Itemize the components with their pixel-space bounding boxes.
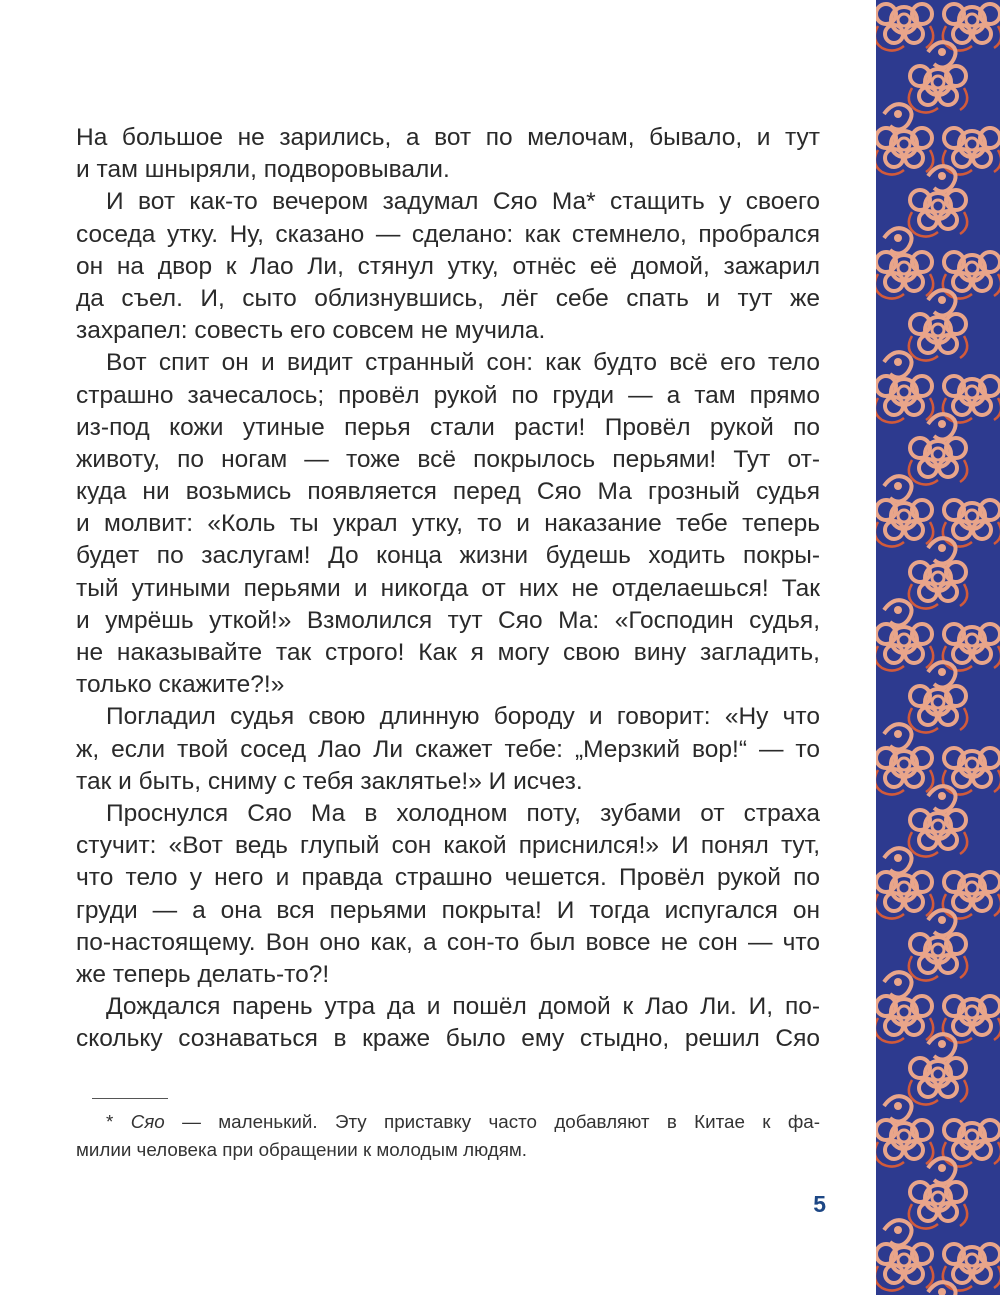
swirl-motif <box>928 910 956 935</box>
text-line: страшно зачесалось; провёл рукой по груди — а там прямо <box>76 381 820 409</box>
cloud-motif <box>909 66 967 113</box>
swirl-motif <box>884 352 912 377</box>
text-line: из-под кожи утиные перья стали расти! Провёл рукой по <box>76 413 820 441</box>
swirl-motif <box>884 104 912 129</box>
cloud-pattern-border <box>876 0 1000 1295</box>
text-line: ж, если твой сосед Лао Ли скажет тебе: „Мерзкий вор!“ — то <box>76 735 820 763</box>
cloud-motif <box>876 748 933 795</box>
text-line: же теперь делать-то?! <box>76 960 330 988</box>
footnote <box>76 1108 820 1164</box>
cloud-motif <box>909 190 967 237</box>
cloud-motif <box>876 624 933 671</box>
cloud-motif <box>909 810 967 857</box>
text-line: куда ни возьмись появляется перед Сяо Ма грозный судья <box>76 478 820 506</box>
swirl-motif <box>884 1096 912 1121</box>
text-line: Погладил судья свою длинную бороду и говорит: «Ну что <box>106 703 820 731</box>
cloud-motif <box>876 252 933 299</box>
cloud-motif <box>876 1120 933 1167</box>
swirl-motif <box>884 1220 912 1245</box>
cloud-motif <box>876 376 933 423</box>
cloud-motif <box>909 314 967 361</box>
footnote-line <box>76 1108 820 1136</box>
cloud-motif <box>876 128 933 175</box>
page-number: 5 <box>813 1191 826 1217</box>
swirl-motif <box>884 600 912 625</box>
swirl-motif <box>928 1034 956 1059</box>
cloud-motif <box>909 1058 967 1105</box>
swirl-motif <box>928 1158 956 1183</box>
text-line: будет по заслугам! До конца жизни будешь ходить покры- <box>76 542 820 570</box>
text-line: Проснулся Сяо Ма в холодном поту, зубами от страха <box>106 799 820 827</box>
cloud-motif <box>876 872 933 919</box>
swirl-motif <box>884 848 912 873</box>
swirl-motif <box>884 476 912 501</box>
swirl-motif <box>884 724 912 749</box>
swirl-motif <box>928 538 956 563</box>
text-line: Вот спит он и видит странный сон: как будто всё его тело <box>106 349 820 377</box>
cloud-motif <box>909 934 967 981</box>
cloud-motif <box>909 438 967 485</box>
text-line: На большое не зарились, а вот по мелочам, бывало, и тут <box>76 124 820 151</box>
cloud-motif <box>909 1182 967 1229</box>
swirl-motif <box>928 786 956 811</box>
text-line: и умрёшь уткой!» Взмолился тут Сяо Ма: «Господин судья, <box>76 606 820 634</box>
swirl-motif <box>928 414 956 439</box>
text-line: не наказывайте так строго! Как я могу свою вину загладить, <box>76 639 820 666</box>
cloud-motif <box>876 996 933 1043</box>
footnote-marker: * <box>106 1111 131 1132</box>
swirl-motif <box>884 972 912 997</box>
footnote-term: Сяо <box>130 1111 165 1132</box>
footnote-divider <box>92 1098 168 1099</box>
footnote-line: милии человека при обращении к молодым людям. <box>76 1139 528 1160</box>
footnote-text: — маленький. Эту приставку часто добавляют в Китае к фа- <box>164 1111 820 1132</box>
text-line: что тело у него и правда страшно чешется. Провёл рукой по <box>76 864 820 892</box>
text-line: так и быть, сниму с тебя заклятье!» И исчез. <box>76 767 583 795</box>
text-line: животу, по ногам — тоже всё покрылось перьями! Тут от- <box>76 445 820 473</box>
text-line: соседа утку. Ну, сказано — сделано: как стемнело, пробрался <box>76 220 820 248</box>
cloud-motif <box>876 500 933 547</box>
text-line: И вот как-то вечером задумал Сяо Ма* стащить у своего <box>106 188 820 216</box>
text-line: груди — а она вся перьями покрыта! И тогда испугался он <box>76 896 820 924</box>
text-line: и там шныряли, подворовывали. <box>76 156 450 184</box>
text-line: он на двор к Лао Ли, стянул утку, отнёс её домой, зажарил <box>76 252 820 280</box>
swirl-motif <box>928 290 956 315</box>
text-line: да съел. И, сыто облизнувшись, лёг себе спать и тут же <box>76 284 820 312</box>
text-line: Дождался парень утра да и пошёл домой к Лао Ли. И, по- <box>106 993 820 1021</box>
cloud-motif <box>876 4 933 51</box>
text-line: скольку сознаваться в краже было ему стыдно, решил Сяо <box>76 1025 820 1053</box>
text-line: только скажите?!» <box>76 671 285 699</box>
swirl-motif <box>884 228 912 253</box>
body-text <box>76 122 820 1055</box>
text-line: и молвит: «Коль ты украл утку, то и наказание тебе теперь <box>76 510 820 538</box>
cloud-motif <box>876 1244 933 1291</box>
text-line: тый утиными перьями и никогда от них не отделаешься! Так <box>76 574 820 602</box>
cloud-motif <box>909 562 967 609</box>
text-line: по-настоящему. Вон оно как, а сон-то был вовсе не сон — что <box>76 928 820 956</box>
cloud-motif <box>909 686 967 733</box>
text-line: стучит: «Вот ведь глупый сон какой приснился!» И понял тут, <box>76 832 820 860</box>
swirl-motif <box>928 42 956 67</box>
swirl-motif <box>928 166 956 191</box>
swirl-motif <box>928 662 956 687</box>
text-line: захрапел: совесть его совсем не мучила. <box>76 317 546 345</box>
cloud-pattern-graphic <box>876 0 1000 1295</box>
